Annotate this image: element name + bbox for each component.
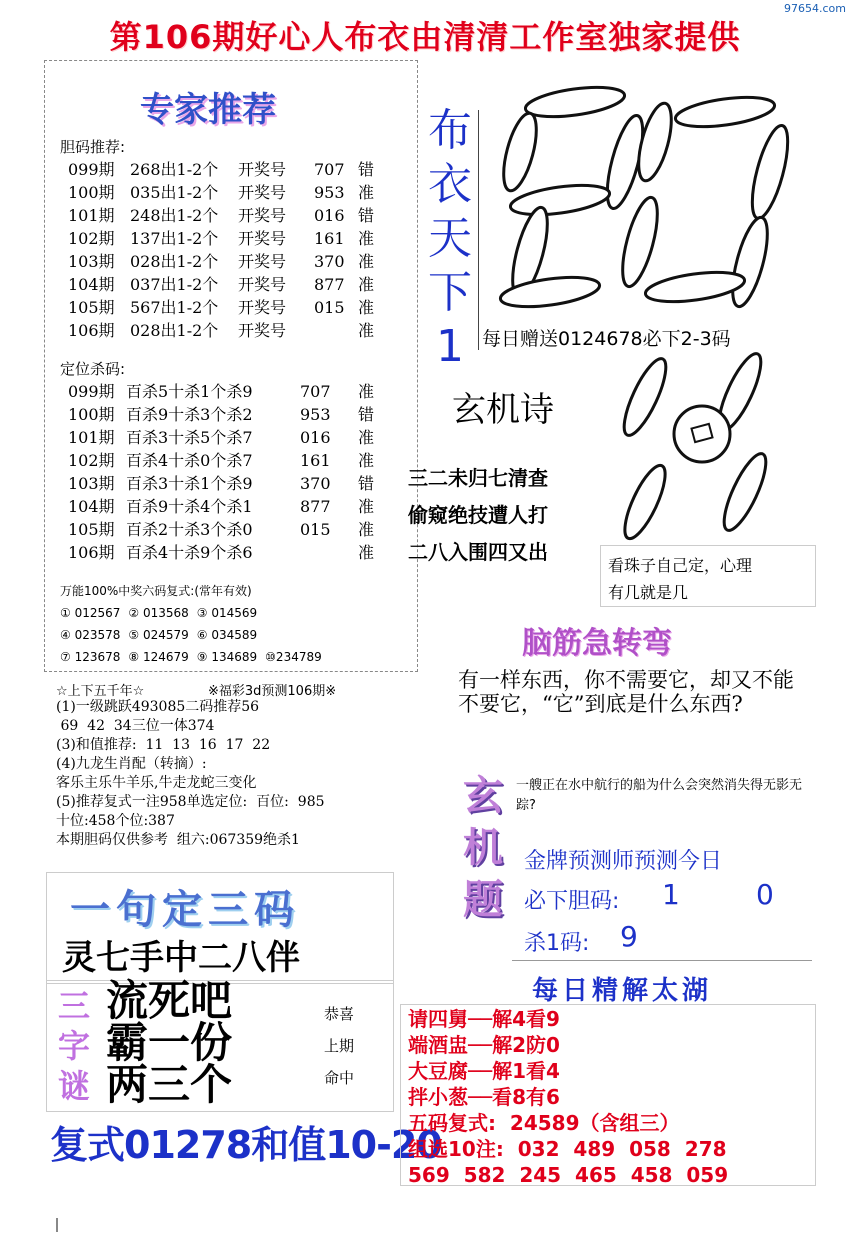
kill-label: 定位杀码: bbox=[60, 360, 126, 378]
dan-draw: 016 bbox=[314, 206, 345, 225]
poem-lines bbox=[408, 460, 548, 571]
kill-row bbox=[68, 518, 378, 541]
kill-row bbox=[68, 426, 378, 449]
xuanji-kill-value: 9 bbox=[620, 920, 638, 953]
daily-gift: 每日赠送0124678必下2-3码 bbox=[482, 328, 731, 350]
vertical-divider bbox=[478, 110, 479, 350]
kill-issue: 104期 bbox=[68, 497, 115, 516]
dan-row bbox=[68, 158, 378, 181]
fushi-item: ⑥ 034589 bbox=[196, 628, 258, 642]
expert-heading: 专家推荐 bbox=[140, 90, 276, 130]
coin-graphic bbox=[600, 352, 820, 542]
sanzi-line: 霸一份 bbox=[106, 1018, 233, 1067]
taihu-line: 拌小葱──看8有6 bbox=[408, 1085, 560, 1109]
dan-nums: 037出1-2个 bbox=[130, 275, 219, 294]
dan-nums: 567出1-2个 bbox=[130, 298, 219, 317]
fushi-item: ⑨ 134689 bbox=[196, 650, 258, 664]
kill-draw: 016 bbox=[300, 428, 331, 447]
dan-nums: 268出1-2个 bbox=[130, 160, 219, 179]
prediction-line: (4)九龙生肖配（转摘）: bbox=[56, 756, 207, 772]
dan-tag: 开奖号 bbox=[238, 183, 287, 202]
xuanji-divider bbox=[512, 960, 812, 961]
fushi-row bbox=[60, 624, 330, 646]
prediction-header-left: ☆上下五千年☆ bbox=[56, 684, 145, 699]
kill-draw: 877 bbox=[300, 497, 331, 516]
sanzi-char: 字 bbox=[57, 1027, 90, 1065]
xuanji-char: 玄 bbox=[463, 772, 503, 819]
fushi-item: ④ 023578 bbox=[60, 628, 121, 642]
xuanji-dan-value-1: 1 bbox=[662, 878, 680, 911]
kill-result: 准 bbox=[358, 543, 375, 562]
kill-result: 准 bbox=[358, 428, 375, 447]
prediction-line: 69 42 34三位一体374 bbox=[56, 718, 215, 734]
taihu-line: 五码复式: 24589（含组三） bbox=[408, 1111, 680, 1135]
kill-result: 准 bbox=[358, 451, 375, 470]
kill-text: 百杀9十杀4个杀1 bbox=[126, 497, 253, 516]
dan-result: 准 bbox=[358, 183, 375, 202]
sanzi-char: 三 bbox=[57, 987, 90, 1025]
kill-issue: 103期 bbox=[68, 474, 115, 493]
taihu-heading: 每日精解太湖 bbox=[532, 976, 713, 1006]
dan-result: 准 bbox=[358, 229, 375, 248]
sanzi-congrats bbox=[324, 998, 354, 1094]
dan-nums: 035出1-2个 bbox=[130, 183, 219, 202]
xuanji-vertical bbox=[458, 770, 508, 926]
xuanji-dan-value-2: 0 bbox=[756, 878, 774, 911]
dan-row bbox=[68, 227, 378, 250]
fushi-item: ② 013568 bbox=[128, 606, 189, 620]
gold-title: 金牌预测师预测今日 bbox=[524, 849, 723, 874]
xuanji-char: 机 bbox=[463, 824, 503, 871]
dan-row bbox=[68, 273, 378, 296]
sanzi-congrats-line: 上期 bbox=[324, 1037, 355, 1055]
poem-line: 三二未归七清查 bbox=[408, 466, 548, 490]
dan-nums: 248出1-2个 bbox=[130, 206, 219, 225]
dan-issue: 106期 bbox=[68, 321, 115, 340]
dan-row bbox=[68, 296, 378, 319]
butian-char: 布 bbox=[428, 105, 472, 156]
page-title: 第106期好心人布衣由清清工作室独家提供 bbox=[109, 18, 741, 56]
sanzi-char: 谜 bbox=[57, 1067, 90, 1105]
kill-issue: 106期 bbox=[68, 543, 115, 562]
prediction-lines bbox=[56, 698, 325, 850]
taihu-line: 端酒盅──解2防0 bbox=[408, 1033, 560, 1057]
kill-draw: 161 bbox=[300, 451, 331, 470]
kill-text: 百杀5十杀1个杀9 bbox=[126, 382, 253, 401]
dan-draw: 877 bbox=[314, 275, 345, 294]
fushi-item: ③ 014569 bbox=[196, 606, 258, 620]
kill-issue: 102期 bbox=[68, 451, 115, 470]
poem-note-line2: 有几就是几 bbox=[608, 583, 689, 602]
dan-result: 错 bbox=[358, 206, 375, 225]
kill-draw: 370 bbox=[300, 474, 331, 493]
kill-issue: 101期 bbox=[68, 428, 115, 447]
kill-text: 百杀3十杀1个杀9 bbox=[126, 474, 253, 493]
kill-row bbox=[68, 495, 378, 518]
dan-tag: 开奖号 bbox=[238, 252, 287, 271]
dan-draw: 953 bbox=[314, 183, 345, 202]
dan-nums: 028出1-2个 bbox=[130, 321, 219, 340]
taihu-line: 请四舅──解4看9 bbox=[408, 1007, 560, 1031]
fushi-row bbox=[60, 602, 330, 624]
dan-issue: 100期 bbox=[68, 183, 115, 202]
fushi-item: ⑦ 123678 bbox=[60, 650, 121, 664]
kill-result: 准 bbox=[358, 497, 375, 516]
taihu-line: 569 582 245 465 458 059 bbox=[408, 1163, 729, 1187]
xuanji-dan-label: 必下胆码: bbox=[524, 889, 620, 914]
prediction-line: (5)推荐复式一注958单选定位: 百位: 985 bbox=[56, 794, 325, 810]
kill-text: 百杀4十杀0个杀7 bbox=[126, 451, 253, 470]
dan-draw: 707 bbox=[314, 160, 345, 179]
butian-char: 衣 bbox=[428, 159, 472, 210]
sanzi-congrats-line: 命中 bbox=[324, 1069, 355, 1087]
prediction-line: (3)和值推荐: 11 13 16 17 22 bbox=[56, 737, 271, 753]
kill-row bbox=[68, 449, 378, 472]
dan-tag: 开奖号 bbox=[238, 229, 287, 248]
sanzi-line: 两三个 bbox=[106, 1060, 233, 1109]
dan-tag: 开奖号 bbox=[238, 275, 287, 294]
yiju-heading: 一句定三码 bbox=[70, 886, 300, 933]
dan-tag: 开奖号 bbox=[238, 206, 287, 225]
dan-label: 胆码推荐: bbox=[60, 138, 126, 156]
riddle-heading: 脑筋急转弯 bbox=[522, 626, 672, 661]
fushi-grid bbox=[60, 602, 330, 668]
kill-draw: 707 bbox=[300, 382, 331, 401]
sanzi-congrats-line: 恭喜 bbox=[324, 1005, 355, 1023]
kill-row bbox=[68, 472, 378, 495]
dan-row bbox=[68, 319, 378, 342]
kill-row bbox=[68, 403, 378, 426]
poem-note-line1: 看珠子自己定，心理 bbox=[608, 556, 753, 575]
site-watermark: 97654.com bbox=[784, 2, 846, 15]
dan-issue: 103期 bbox=[68, 252, 115, 271]
kill-result: 准 bbox=[358, 520, 375, 539]
butian-char: 下 bbox=[428, 267, 472, 318]
prediction-line: 十位:458个位:387 bbox=[56, 813, 175, 829]
dan-draw: 370 bbox=[314, 252, 345, 271]
fushi-item: ① 012567 bbox=[60, 606, 121, 620]
kill-text: 百杀2十杀3个杀0 bbox=[126, 520, 253, 539]
dan-table bbox=[68, 158, 378, 342]
fushi-item: ⑩234789 bbox=[265, 650, 322, 664]
kill-issue: 105期 bbox=[68, 520, 115, 539]
kill-draw: 015 bbox=[300, 520, 331, 539]
xuanji-question: 一艘正在水中航行的船为什么会突然消失得无影无踪? bbox=[516, 778, 803, 813]
xuanji-char: 题 bbox=[463, 876, 503, 923]
dan-result: 准 bbox=[358, 298, 375, 317]
dan-issue: 101期 bbox=[68, 206, 115, 225]
dan-row bbox=[68, 204, 378, 227]
prediction-header-right: ※福彩3d预测106期※ bbox=[208, 684, 337, 699]
kill-result: 准 bbox=[358, 382, 375, 401]
dan-result: 错 bbox=[358, 160, 375, 179]
digits-20-graphic bbox=[480, 72, 810, 322]
xuanji-kill-label: 杀1码: bbox=[524, 931, 590, 956]
prediction-line: 本期胆码仅供参考 组六:067359绝杀1 bbox=[56, 832, 300, 848]
dan-draw: 161 bbox=[314, 229, 345, 248]
kill-table bbox=[68, 380, 378, 564]
poem-heading: 玄机诗 bbox=[452, 390, 554, 430]
dan-tag: 开奖号 bbox=[238, 160, 287, 179]
fushi-row bbox=[60, 646, 330, 668]
kill-draw: 953 bbox=[300, 405, 331, 424]
dan-issue: 105期 bbox=[68, 298, 115, 317]
kill-result: 错 bbox=[358, 474, 375, 493]
fushi-item: ⑤ 024579 bbox=[128, 628, 189, 642]
kill-result: 错 bbox=[358, 405, 375, 424]
prediction-line: (1)一级跳跃493085二码推荐56 bbox=[56, 699, 260, 715]
butian-char: 天 bbox=[428, 213, 472, 264]
dan-row bbox=[68, 250, 378, 273]
butian-vertical bbox=[424, 104, 476, 374]
fushi-bottom: 复式01278和值10-20 bbox=[50, 1123, 442, 1167]
dan-tag: 开奖号 bbox=[238, 298, 287, 317]
bottom-tick bbox=[56, 1218, 58, 1232]
dan-issue: 104期 bbox=[68, 275, 115, 294]
dan-result: 准 bbox=[358, 321, 375, 340]
kill-text: 百杀3十杀5个杀7 bbox=[126, 428, 253, 447]
sanzi-line: 流死吧 bbox=[106, 976, 233, 1025]
kill-row bbox=[68, 380, 378, 403]
fushi-label: 万能100%中奖六码复式:(常年有效) bbox=[60, 584, 252, 598]
fushi-item: ⑧ 124679 bbox=[128, 650, 189, 664]
dan-nums: 137出1-2个 bbox=[130, 229, 219, 248]
kill-row bbox=[68, 541, 378, 564]
taihu-line: 组选10注: 032 489 058 278 bbox=[408, 1137, 727, 1161]
sanzi-lines bbox=[106, 976, 233, 1109]
dan-tag: 开奖号 bbox=[238, 321, 287, 340]
sanzi-vertical bbox=[54, 986, 94, 1106]
dan-row bbox=[68, 181, 378, 204]
poem-line: 二八入围四又出 bbox=[408, 540, 548, 564]
dan-issue: 099期 bbox=[68, 160, 115, 179]
dan-nums: 028出1-2个 bbox=[130, 252, 219, 271]
taihu-line: 大豆腐──解1看4 bbox=[408, 1059, 560, 1083]
yiju-phrase: 灵七手中二八伴 bbox=[62, 938, 300, 978]
dan-result: 准 bbox=[358, 252, 375, 271]
kill-issue: 099期 bbox=[68, 382, 115, 401]
riddle-question: 有一样东西，你不需要它，却又不能不要它，“它”到底是什么东西? bbox=[458, 668, 794, 716]
poem-line: 偷窥绝技遭人打 bbox=[408, 503, 548, 527]
kill-text: 百杀4十杀9个杀6 bbox=[126, 543, 253, 562]
butian-char: 1 bbox=[436, 321, 464, 372]
prediction-line: 客乐主乐牛羊乐,牛走龙蛇三变化 bbox=[56, 775, 257, 791]
dan-draw: 015 bbox=[314, 298, 345, 317]
dan-result: 准 bbox=[358, 275, 375, 294]
dan-issue: 102期 bbox=[68, 229, 115, 248]
kill-issue: 100期 bbox=[68, 405, 115, 424]
taihu-lines bbox=[408, 1006, 728, 1188]
kill-text: 百杀9十杀3个杀2 bbox=[126, 405, 253, 424]
